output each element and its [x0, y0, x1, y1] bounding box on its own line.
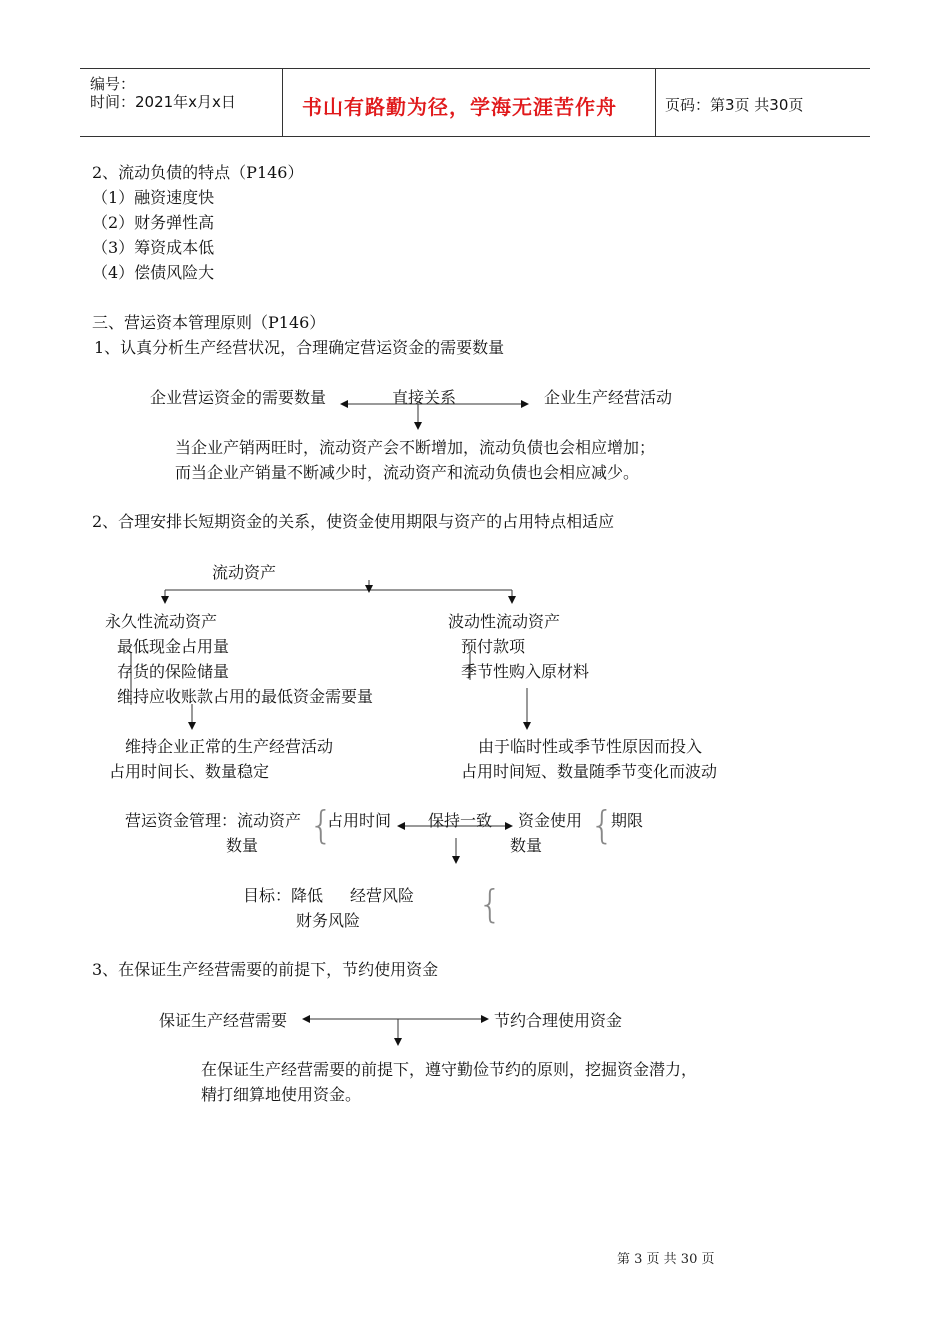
document-number-label: 编号：	[90, 75, 136, 93]
diagram-note: 在保证生产经营需要的前提下，遵守勤俭节约的原则，挖掘资金潜力，	[201, 1060, 698, 1079]
diagram-item: 数量	[510, 836, 543, 855]
diagram-node: 节约合理使用资金	[494, 1011, 623, 1030]
diagram-label: 直接关系	[392, 388, 457, 407]
diagram-item: 财务风险	[296, 911, 361, 930]
brace-icon: {	[309, 803, 334, 847]
list-item: （2）财务弹性高	[92, 213, 215, 232]
document-date-label: 时间：2021年x月x日	[90, 93, 236, 111]
section-heading: 2、流动负债的特点（P146）	[92, 163, 304, 182]
diagram-node: 企业生产经营活动	[544, 388, 673, 407]
principle-title: 1、认真分析生产经营状况，合理确定营运资金的需要数量	[94, 338, 505, 357]
diagram-result: 占用时间长、数量稳定	[109, 762, 270, 781]
diagram-result: 由于临时性或季节性原因而投入	[478, 737, 703, 756]
header-page-label: 页码：第3页 共30页	[665, 96, 804, 114]
diagram-item: 占用时间	[327, 811, 392, 830]
header-motto: 书山有路勤为径，学海无涯苦作舟	[302, 95, 617, 119]
diagram-item: 预付款项	[461, 637, 526, 656]
principle-title: 2、合理安排长短期资金的关系，使资金使用期限与资产的占用特点相适应	[92, 512, 615, 531]
diagram-node: 营运资金管理：流动资产	[125, 811, 302, 830]
principle-title: 3、在保证生产经营需要的前提下，节约使用资金	[92, 960, 439, 979]
diagram-item: 经营风险	[350, 886, 415, 905]
list-item: （3）筹资成本低	[92, 238, 215, 257]
diagram-item: 数量	[226, 836, 259, 855]
page-footer: 第 3 页 共 30 页	[617, 1252, 715, 1267]
list-item: （4）偿债风险大	[92, 263, 215, 282]
section-heading: 三、营运资本管理原则（P146）	[92, 313, 326, 332]
diagram-node: 波动性流动资产	[448, 612, 561, 631]
diagram-item: 最低现金占用量	[117, 637, 230, 656]
diagram-note: 而当企业产销量不断减少时，流动资产和流动负债也会相应减少。	[175, 463, 640, 482]
diagram-node: 永久性流动资产	[105, 612, 218, 631]
brace-icon: {	[478, 882, 503, 926]
diagram-item: 期限	[611, 811, 644, 830]
diagram-node: 企业营运资金的需要数量	[150, 388, 327, 407]
diagram-note: 精打细算地使用资金。	[201, 1085, 362, 1104]
diagram-goal: 目标：降低	[243, 886, 324, 905]
diagram-item: 资金使用	[518, 811, 583, 830]
diagram-result: 占用时间短、数量随季节变化而波动	[461, 762, 718, 781]
list-item: （1）融资速度快	[92, 188, 215, 207]
diagram-item: 存货的保险储量	[117, 662, 230, 681]
diagram-label: 保持一致	[428, 811, 493, 830]
brace-icon: {	[590, 803, 615, 847]
diagram-result: 维持企业正常的生产经营活动	[125, 737, 334, 756]
diagram-item: 季节性购入原材料	[461, 662, 590, 681]
diagram-root-node: 流动资产	[212, 563, 277, 582]
diagram-node: 保证生产经营需要	[159, 1011, 288, 1030]
diagram-note: 当企业产销两旺时，流动资产会不断增加，流动负债也会相应增加；	[175, 438, 656, 457]
diagram-item: 维持应收账款占用的最低资金需要量	[117, 687, 374, 706]
